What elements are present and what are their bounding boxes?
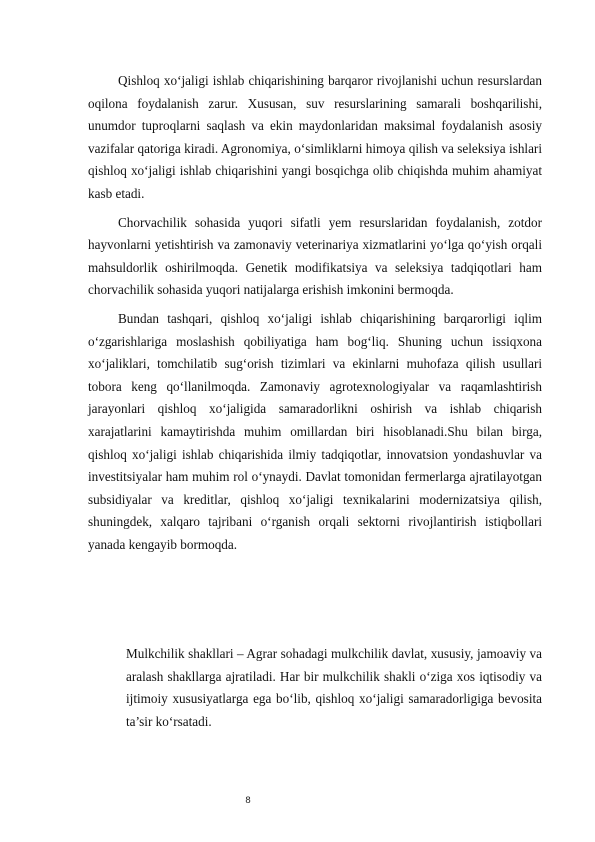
- page-number: 8: [245, 795, 251, 806]
- body-text: [88, 70, 542, 562]
- paragraph-3: Bundan tashqari, qishloq xo‘jaligi ishlab chiqarishining barqarorligi iqlim o‘zgarishlariga moslashish qobiliyatiga ham bog‘liq. Shuning uchun issiqxona xo‘jaliklari, tomchilatib sug‘orish tizimlari va ekinlarni muhofaza qilish usullari tobora keng qo‘llanilmoqda. Zamonaviy agrotexnologiyalar va raqamlashtirish jarayonlari qishloq xo‘jaligida samaradorlikni oshirish va ishlab chiqarish xarajatlarini kamaytirishda muhim omillardan biri hisoblanadi.Shu bilan birga, qishloq xo‘jaligi ishlab chiqarishida ilmiy tadqiqotlar, innovatsion yondashuvlar va investitsiyalar ham muhim rol o‘ynaydi. Davlat tomonidan fermerlarga ajratilayotgan subsidiyalar va kreditlar, qishloq xo‘jaligi texnikalarini modernizatsiya qilish, shuningdek, xalqaro tajribani o‘rganish orqali sektorni rivojlantirish istiqbollari yanada kengayib bormoqda.: [88, 310, 542, 552]
- indented-paragraph: Mulkchilik shakllari – Agrar sohadagi mulkchilik davlat, xususiy, jamoaviy va aralash shakllarga ajratiladi. Har bir mulkchilik shakli o‘ziga xos iqtisodiy va ijtimoiy xususiyatlarga ega bo‘lib, qishloq xo‘jaligi samaradorligiga bevosita ta’sir ko‘rsatadi.: [126, 646, 542, 729]
- paragraph-1: Qishloq xo‘jaligi ishlab chiqarishining barqaror rivojlanishi uchun resurslardan oqilona foydalanish zarur. Xususan, suv resurslarining samarali boshqarilishi, unumdor tuproqlarni saqlash va ekin maydonlaridan maksimal foydalanish asosiy vazifalar qatoriga kiradi. Agronomiya, o‘simliklarni himoya qilish va seleksiya ishlari qishloq xo‘jaligi ishlab chiqarishini yangi bosqichga olib chiqishda muhim ahamiyat kasb etadi.: [88, 73, 542, 201]
- paragraph-2: Chorvachilik sohasida yuqori sifatli yem resurslaridan foydalanish, zotdor hayvonlarni yetishtirish va zamonaviy veterinariya xizmatlarini yo‘lga qo‘yish orqali mahsuldorlik oshirilmoqda. Genetik modifikatsiya va seleksiya tadqiqotlari ham chorvachilik sohasida yuqori natijalarga erishish imkonini bermoqda.: [88, 214, 542, 298]
